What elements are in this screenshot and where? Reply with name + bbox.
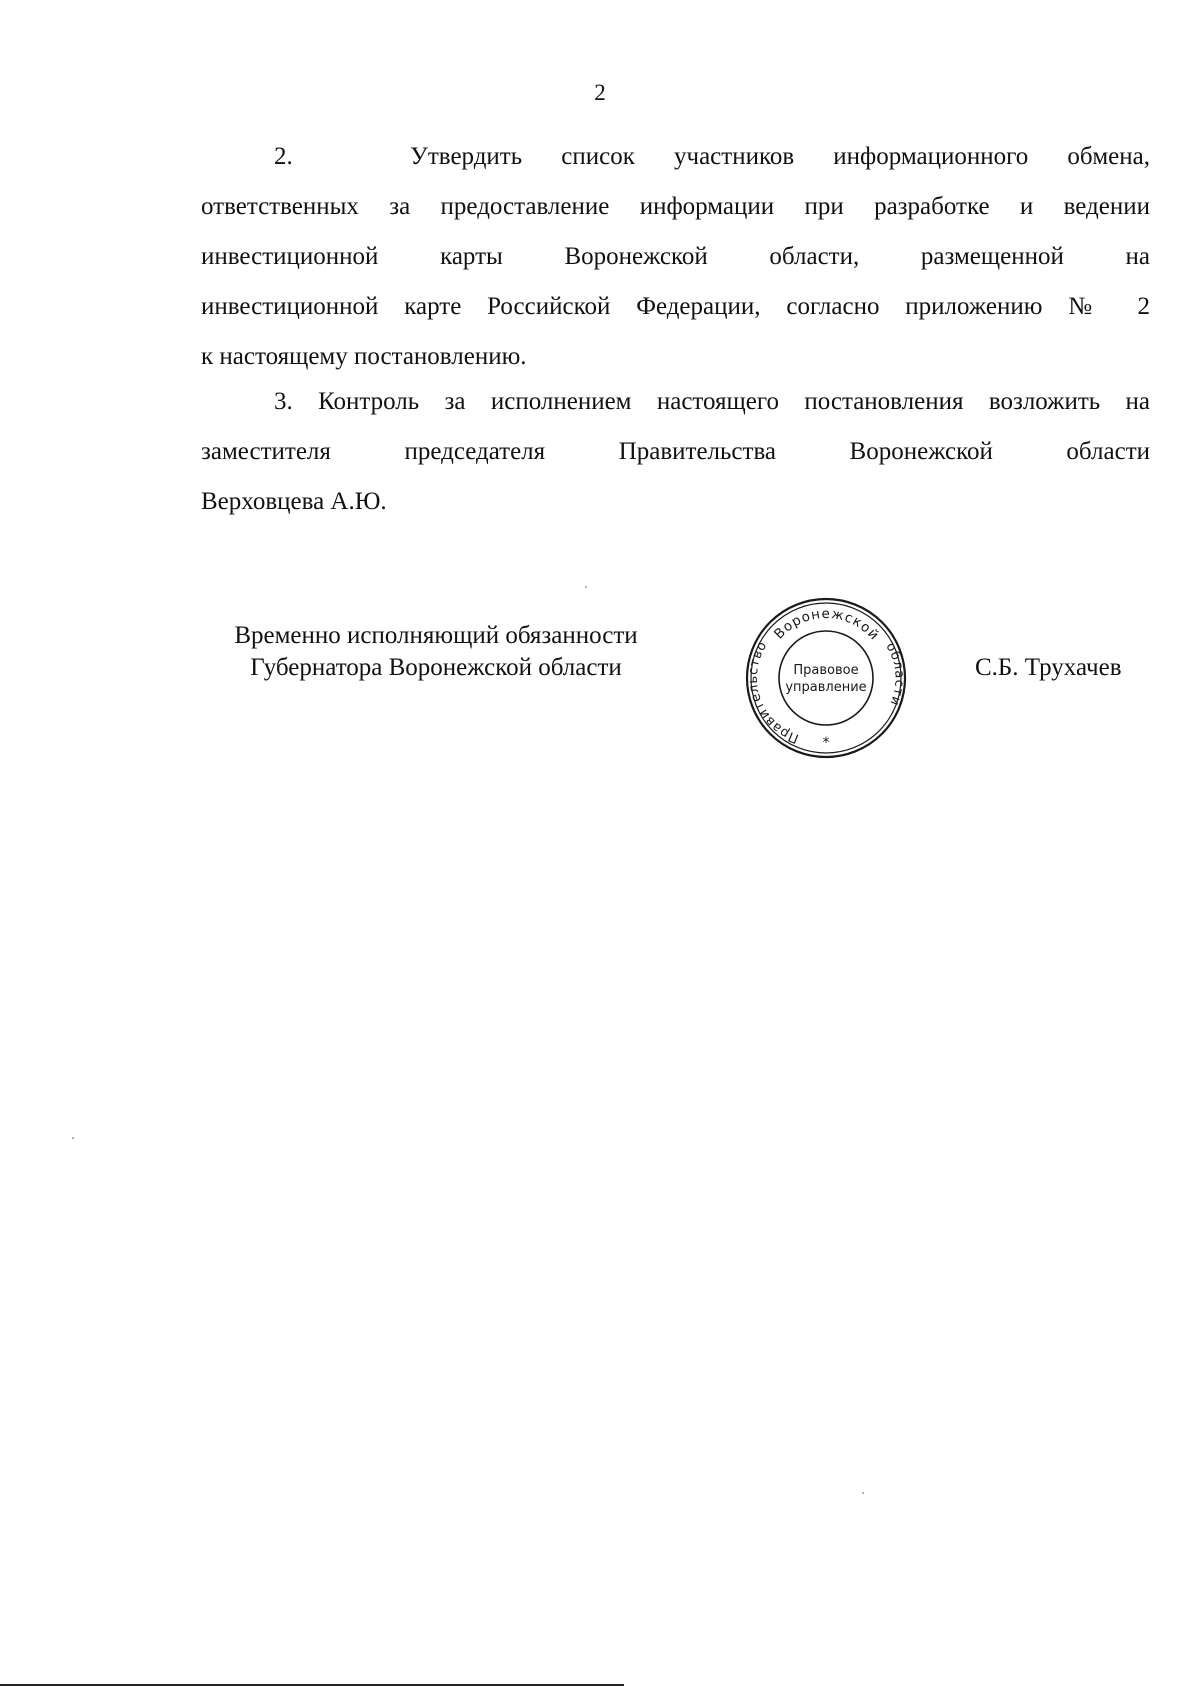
paragraph-2-line: к настоящему постановлению. [201, 343, 527, 370]
stamp-outer-text-left: Правительство [745, 638, 801, 746]
scan-speck [585, 586, 587, 588]
stamp-inner-ring [779, 631, 873, 725]
stamp-outer-ring [747, 599, 905, 757]
signatory-title [201, 620, 671, 684]
page-number: 2 [594, 80, 606, 105]
paragraph-2 [201, 132, 1150, 382]
paragraph-2-line: ответственных за предоставление информации при разработке и ведении [201, 193, 1150, 220]
scan-speck [862, 1492, 864, 1494]
paragraph-3-line: 3. Контроль за исполнением настоящего постановления возложить на [274, 388, 1150, 415]
paragraph-3-line: заместителя председателя Правительства Воронежской области [201, 438, 1150, 465]
stamp-center-line-1: Правовое [793, 663, 859, 678]
paragraph-2-line: 2. Утвердить список участников информационного обмена, [274, 143, 1150, 170]
signatory-title-line-1: Временно исполняющий обязанности [234, 622, 638, 649]
stamp-outer-text-top: Воронежской [771, 605, 883, 644]
signatory-title-line-2: Губернатора Воронежской области [250, 654, 622, 681]
official-stamp [742, 594, 910, 762]
paragraph-3-line: Верховцева А.Ю. [201, 488, 387, 515]
scan-speck [72, 1137, 74, 1139]
paragraph-2-line: инвестиционной карте Российской Федерации, согласно приложению № 2 [201, 293, 1150, 320]
signatory-name: С.Б. Трухачев [975, 654, 1122, 681]
paragraph-3 [201, 377, 1150, 527]
stamp-outer-text-right: области [882, 640, 907, 709]
bottom-rule [0, 1684, 624, 1686]
stamp-center-line-2: управление [785, 680, 867, 695]
paragraph-2-line: инвестиционной карты Воронежской области, размещенной на [201, 243, 1150, 270]
stamp-star: * [822, 735, 830, 751]
